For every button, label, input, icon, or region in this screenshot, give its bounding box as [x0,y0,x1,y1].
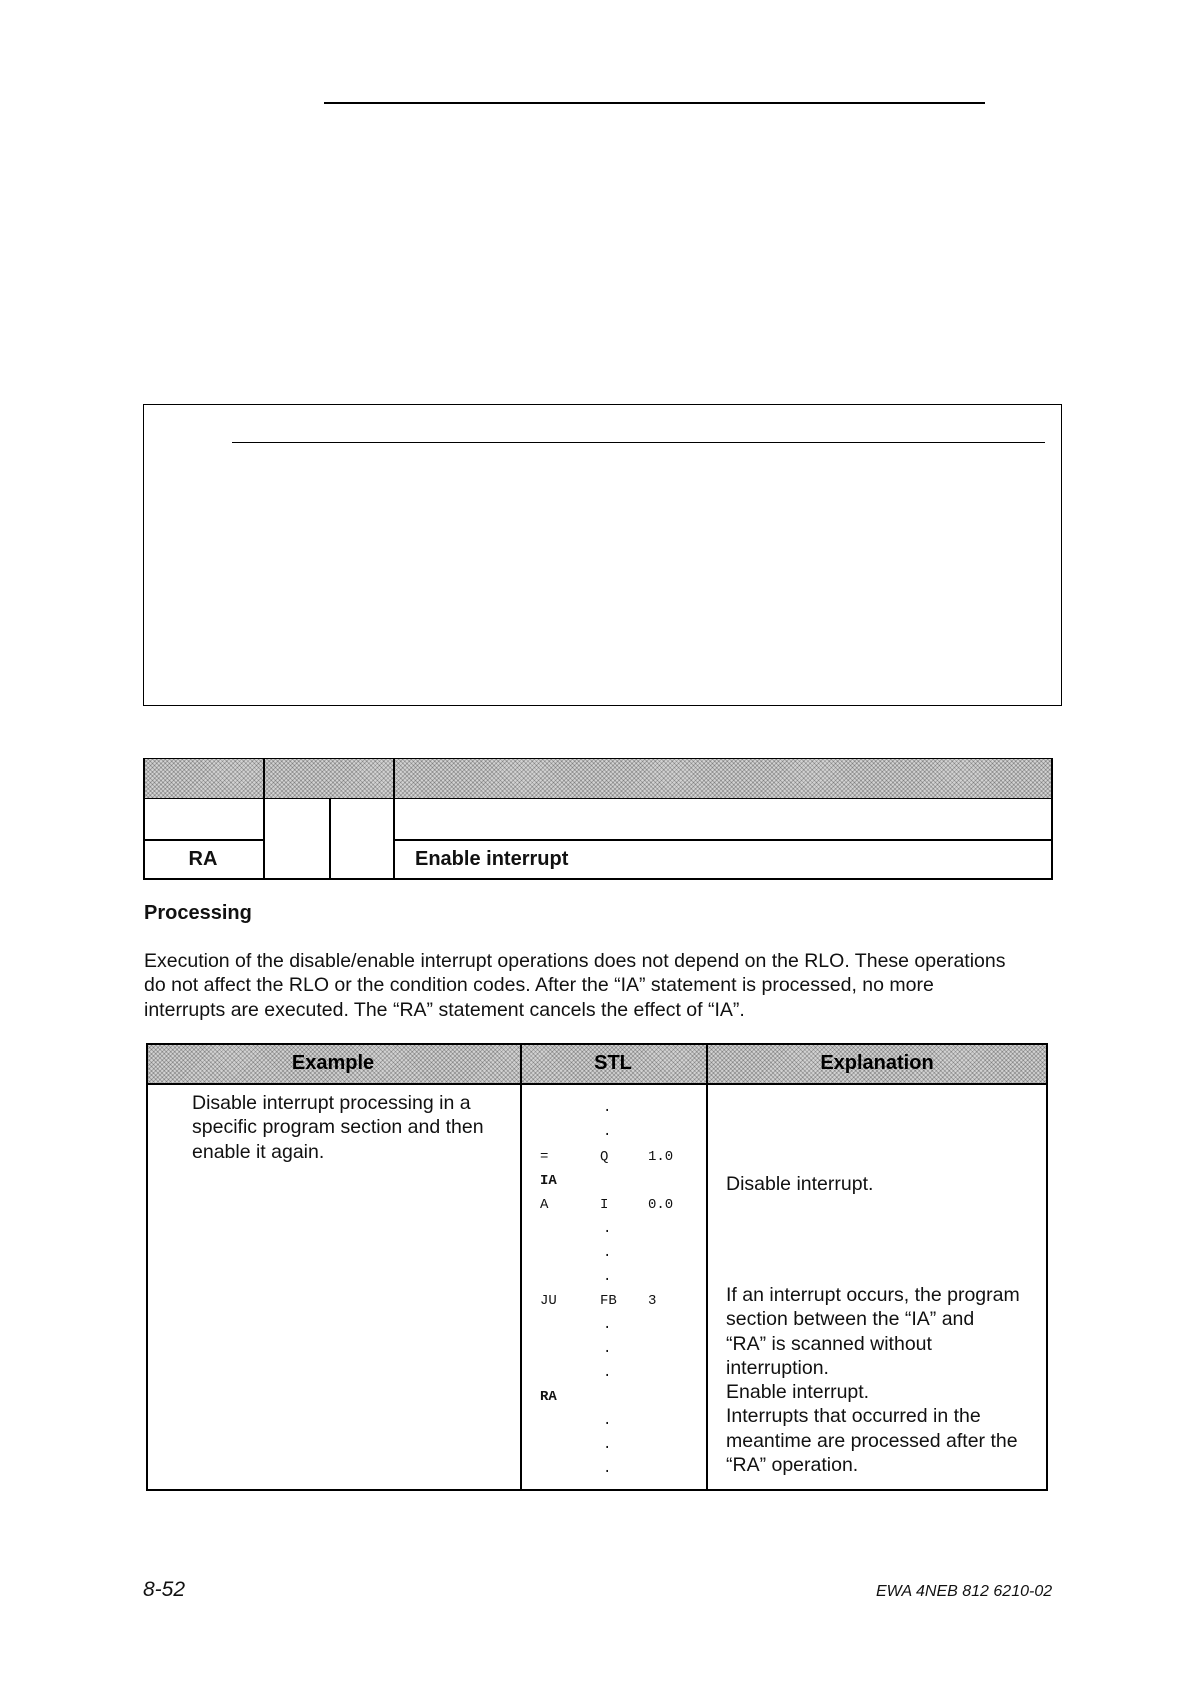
stl-operation: A [540,1197,549,1213]
ex-header-divider [146,1083,1048,1085]
stl-dot: . [603,1437,612,1453]
explanation-line: interruption. [726,1356,829,1379]
processing-paragraph [144,949,1069,1022]
ex-border-right [1046,1043,1048,1491]
explanation-line: “RA” is scanned without [726,1332,932,1355]
page-number: 8-52 [143,1578,186,1601]
example-line: specific program section and then [192,1116,484,1139]
explanation-line: “RA” operation. [726,1454,859,1477]
paragraph-line: do not affect the RLO or the condition codes. After the “IA” statement is processed, no more [144,974,934,997]
example-table [146,1043,1048,1491]
paragraph-line: Execution of the disable/enable interrupt operations does not depend on the RLO. These operations [144,950,1006,972]
frame-box [143,404,1062,706]
stl-dot: . [603,1413,612,1429]
ex-border-left [146,1043,148,1491]
example-description [192,1091,484,1164]
stl-address: 3 [648,1293,657,1309]
stl-operand: FB [600,1293,617,1309]
stl-dot: . [603,1341,612,1357]
operations-table-header [143,758,1053,799]
ex-border-top [146,1043,1048,1045]
stl-dot: . [603,1317,612,1333]
stl-ra: RA [540,1389,557,1405]
op-border-right [1051,758,1053,880]
stl-operand: I [600,1197,609,1213]
op-col-divider-2 [329,799,331,880]
explanation-line: Enable interrupt. [726,1381,870,1404]
stl-address: 1.0 [648,1149,674,1165]
ex-col-divider-2 [706,1043,708,1491]
stl-dot: . [603,1365,612,1381]
stl-dot: . [603,1221,612,1237]
header-rule [324,102,985,104]
stl-dot: . [603,1100,612,1116]
stl-dot: . [603,1269,612,1285]
stl-dot: . [603,1461,612,1477]
operations-table [143,758,1053,880]
ex-col-divider-1 [520,1043,522,1491]
stl-dot: . [603,1124,612,1140]
stl-operation: JU [540,1293,557,1309]
explanation-block [726,1283,1020,1477]
stl-operation: = [540,1149,549,1165]
explanation-line: meantime are processed after the [726,1429,1018,1452]
stl-address: 0.0 [648,1197,674,1213]
header-example: Example [291,1052,375,1074]
frame-inner-rule [232,442,1045,443]
explanation-disable: Disable interrupt. [726,1173,874,1195]
example-line: enable it again. [192,1140,325,1163]
op-col-divider-3 [393,758,395,880]
operation-ra-description: Enable interrupt [415,848,569,870]
explanation-line: section between the “IA” and [726,1308,975,1331]
op-border-bottom [143,878,1053,880]
document-id: EWA 4NEB 812 6210-02 [876,1583,1053,1600]
header-stl: STL [594,1052,632,1074]
header-explanation: Explanation [820,1052,934,1074]
explanation-line: Interrupts that occurred in the [726,1405,981,1428]
section-heading: Processing [144,902,252,924]
operation-ra: RA [188,848,218,870]
paragraph-line: interrupts are executed. The “RA” statement cancels the effect of “IA”. [144,998,745,1021]
stl-ia: IA [540,1173,557,1189]
stl-operand: Q [600,1149,609,1165]
op-col-divider-1 [263,758,265,880]
stl-dot: . [603,1245,612,1261]
explanation-line: If an interrupt occurs, the program [726,1284,1020,1306]
example-line: Disable interrupt processing in a [192,1092,471,1114]
ex-border-bottom [146,1489,1048,1491]
